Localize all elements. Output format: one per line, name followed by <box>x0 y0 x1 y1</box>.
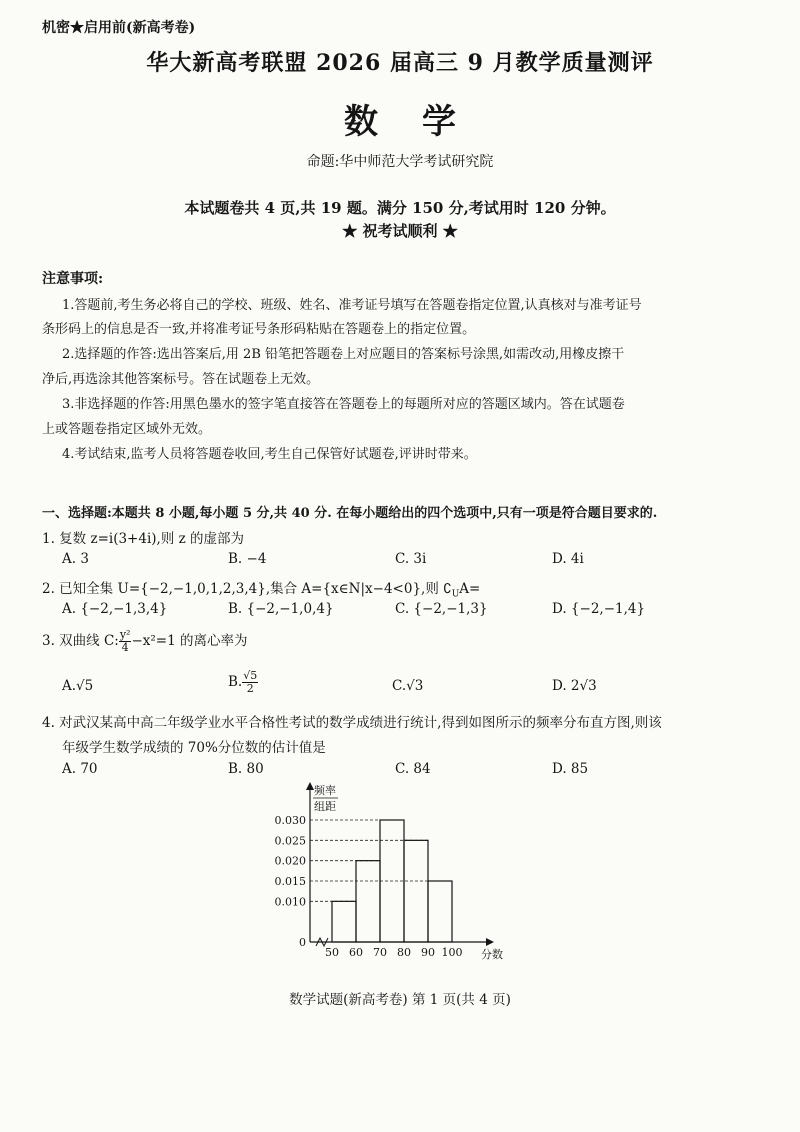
good-luck-line: ★ 祝考试顺利 ★ <box>342 222 458 240</box>
x-tick-label: 90 <box>421 946 435 959</box>
question-3-stem <box>42 629 248 654</box>
x-axis-label: 分数 <box>481 948 503 961</box>
y-tick-label: 0.020 <box>274 854 306 868</box>
question-4-stem-line-1: 4. 对武汉某高中高二年级学业水平合格性考试的数学成绩进行统计,得到如图所示的频率分布直方图,则该 <box>42 715 662 731</box>
page-footer: 数学试题(新高考卷) 第 1 页(共 4 页) <box>289 992 511 1008</box>
fraction-numerator: y² <box>119 628 131 641</box>
question-3-option-a <box>62 678 93 694</box>
question-3-stem-prefix: 3. 双曲线 C: <box>42 633 119 649</box>
histogram-bar <box>428 881 452 942</box>
option-label: B. <box>228 674 243 690</box>
fraction-denominator: 2 <box>246 682 254 695</box>
option-value: √3 <box>406 678 424 694</box>
question-2-stem <box>42 577 480 600</box>
question-2-option-a: A. {−2,−1,3,4} <box>62 601 168 617</box>
question-3-option-d <box>552 678 597 694</box>
notice-line: 4.考试结束,监考人员将答题卷收回,考生自己保管好试题卷,评讲时带来。 <box>62 447 477 462</box>
exam-title: 华大新高考联盟 2026 届高三 9 月教学质量测评 <box>146 50 654 76</box>
question-2-option-b: B. {−2,−1,0,4} <box>228 601 334 617</box>
y-tick-label: 0.015 <box>274 875 306 888</box>
option-label: D. 2 <box>552 678 580 694</box>
y-tick-label: 0.010 <box>274 895 306 909</box>
question-2-option-c: C. {−2,−1,3} <box>395 601 488 617</box>
question-4-option-c: C. 84 <box>395 761 431 777</box>
y-axis-arrow <box>306 782 314 790</box>
hyperbola-fraction <box>119 629 132 654</box>
x-tick-label: 100 <box>441 946 463 959</box>
x-axis-arrow <box>486 938 494 946</box>
question-4-stem-line-2: 年级学生数学成绩的 70%分位数的估计值是 <box>62 740 326 756</box>
question-1-option-c: C. 3i <box>395 551 427 567</box>
x-tick-label: 80 <box>397 946 411 959</box>
option-value: √3 <box>579 678 597 694</box>
notice-title: 注意事项: <box>42 271 104 287</box>
question-3-option-c <box>392 678 423 694</box>
y-tick-label: 0.030 <box>274 814 306 827</box>
y-tick-label: 0.025 <box>274 834 306 848</box>
question-3-stem-suffix: −x²=1 的离心率为 <box>131 633 248 649</box>
notice-line: 条形码上的信息是否一致,并将准考证号条形码粘贴在答题卷上的指定位置。 <box>42 322 476 337</box>
notice-line: 2.选择题的作答:选出答案后,用 2B 铅笔把答题卷上对应题目的答案标号涂黑,如需改动,用橡皮擦干 <box>62 347 625 362</box>
frequency-histogram <box>250 780 520 970</box>
question-1-stem: 1. 复数 z=i(3+4i),则 z 的虚部为 <box>42 531 245 547</box>
option-value: √5 <box>76 678 94 694</box>
question-2-stem-tail: A= <box>459 581 481 597</box>
histogram-bar <box>332 901 356 942</box>
question-1-option-b: B. −4 <box>228 551 267 567</box>
histogram-bar <box>356 861 380 942</box>
histogram-bar <box>404 840 428 942</box>
question-4-option-d: D. 85 <box>552 761 589 777</box>
question-1-option-a: A. 3 <box>62 551 89 567</box>
option-label: C. <box>392 678 407 694</box>
fraction-denominator: 4 <box>121 641 129 654</box>
exam-info: 本试题卷共 4 页,共 19 题。满分 150 分,考试用时 120 分钟。 <box>184 199 616 217</box>
fraction-numerator: √5 <box>243 669 258 682</box>
option-label: A. <box>62 678 77 694</box>
question-3-option-b <box>228 670 258 695</box>
section-heading: 一、选择题:本题共 8 小题,每小题 5 分,共 40 分. 在每小题给出的四个选项中,只有一项是符合题目要求的. <box>42 506 658 521</box>
histogram-guide-lines <box>310 820 452 901</box>
question-4-option-a: A. 70 <box>62 761 98 777</box>
question-4-option-b: B. 80 <box>228 761 264 777</box>
subject-title: 数学 <box>344 102 500 142</box>
question-1-option-d: D. 4i <box>552 551 584 567</box>
notice-line: 1.答题前,考生务必将自己的学校、班级、姓名、准考证号填写在答题卷指定位置,认真核对与准考证号 <box>62 298 642 313</box>
author-line: 命题:华中师范大学考试研究院 <box>306 154 494 170</box>
y-axis-label-bottom: 组距 <box>314 800 336 813</box>
x-tick-label: 60 <box>349 946 363 959</box>
axis-break-mark <box>316 938 328 946</box>
option-b-fraction <box>242 670 258 695</box>
notice-line: 上或答题卷指定区域外无效。 <box>42 422 212 437</box>
confidential-mark: 机密★启用前(新高考卷) <box>42 20 196 36</box>
origin-label: 0 <box>299 936 306 949</box>
notice-line: 3.非选择题的作答:用黑色墨水的签字笔直接答在答题卷上的每题所对应的答题区域内。答在试题卷 <box>62 397 625 412</box>
x-tick-label: 70 <box>373 946 387 959</box>
question-2-option-d: D. {−2,−1,4} <box>552 601 646 617</box>
question-2-stem-main: 2. 已知全集 U={−2,−1,0,1,2,3,4},集合 A={x∈N|x−4<0},则 ∁ <box>42 581 452 597</box>
histogram-labels <box>275 783 504 961</box>
notice-line: 净后,再选涂其他答案标号。答在试题卷上无效。 <box>42 372 320 387</box>
y-axis-label-top: 频率 <box>314 784 336 797</box>
x-tick-label: 50 <box>325 946 339 959</box>
question-2-stem-sub: U <box>451 589 460 600</box>
